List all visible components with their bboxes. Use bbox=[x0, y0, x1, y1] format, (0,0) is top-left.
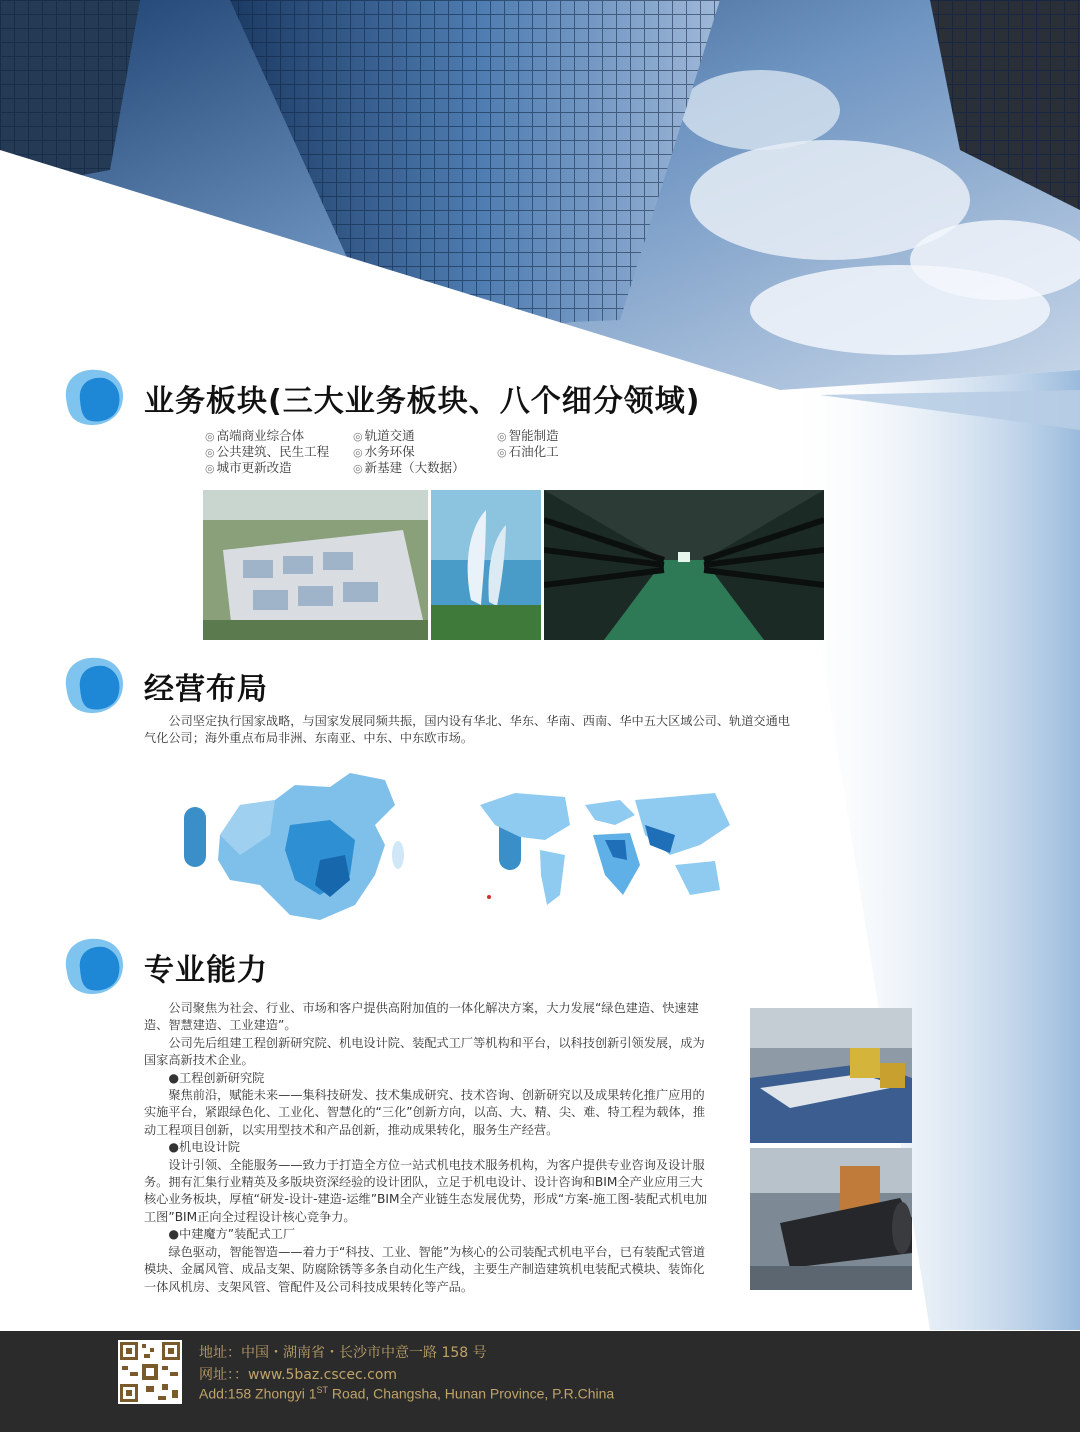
list-item: ◎ 石油化工 bbox=[497, 444, 559, 460]
paragraph-text: 设计引领、全能服务——致力于打造全方位一站式机电技术服务机构，为客户提供专业咨询及设计服务。拥有汇集行业精英及多版块资深经验的设计团队，立足于机电设计、设计咨询和BIM全产业应用三大核心业务板块，厚植“研发-设计-建造-运维”BIM全产业链生态发展优势，形成“方案-施工图-装配式机电加工图”BIM正向全过程设计核心竞争力。 bbox=[144, 1157, 708, 1224]
section-title: 业务板块(三大业务板块、八个细分领域) bbox=[144, 384, 701, 419]
paragraph-text: 公司聚焦为社会、行业、市场和客户提供高附加值的一体化解决方案，大力发展“绿色建造、快速建造、智慧建造、工业建造”。 bbox=[144, 1001, 699, 1033]
section-title: 经营布局 bbox=[144, 672, 268, 707]
ordinal-suffix: ST bbox=[316, 1385, 329, 1395]
business-column-3 bbox=[497, 428, 559, 460]
section-header-capability bbox=[60, 937, 268, 997]
list-item: ◎ 智能制造 bbox=[497, 428, 559, 444]
qr-code bbox=[118, 1340, 182, 1404]
capability-text bbox=[144, 1000, 714, 1296]
list-item: ◎ 城市更新改造 bbox=[205, 460, 329, 476]
section-title: 专业能力 bbox=[144, 953, 268, 988]
factory-line-photo bbox=[750, 1008, 912, 1143]
china-map bbox=[180, 765, 420, 930]
section-header-business bbox=[60, 368, 700, 428]
twin-tower-photo bbox=[431, 490, 541, 640]
bullet-heading: ●机电设计院 bbox=[168, 1140, 240, 1155]
list-item: ◎ 轨道交通 bbox=[353, 428, 465, 444]
footer-english-address bbox=[199, 1385, 614, 1402]
pipe-gallery-photo bbox=[544, 490, 824, 640]
list-item: ◎ 水务环保 bbox=[353, 444, 465, 460]
industrial-park-photo bbox=[203, 490, 428, 640]
world-map bbox=[475, 765, 740, 925]
pipe-workshop-photo bbox=[750, 1148, 912, 1290]
footer-website[interactable]: 网址：：www.5baz.cscec.com bbox=[199, 1367, 398, 1383]
footer-address: 地址：中国・湖南省・长沙市中意一路 158 号 bbox=[199, 1345, 487, 1361]
paragraph-text: 聚焦前沿，赋能未来——集科技研发、技术集成研究、技术咨询、创新研究以及成果转化推广应用的实施平台，紧跟绿色化、工业化、智慧化的“三化”创新方向，以高、大、精、尖、难、特工程为载体，推动工程项目创新，以实用型技术和产品创新，推动成果转化，服务生产经营。 bbox=[144, 1088, 706, 1137]
list-item: ◎ 高端商业综合体 bbox=[205, 428, 329, 444]
business-column-2 bbox=[353, 428, 465, 476]
bullet-heading: ●中建魔方”装配式工厂 bbox=[168, 1227, 296, 1242]
paragraph-text: 绿色驱动，智能智造——着力于“科技、工业、智能”为核心的公司装配式机电平台，已有装配式管道模块、金属风管、成品支架、防腐除锈等多条自动化生产线，主要生产制造建筑机电装配式模块、装饰化一体风机房、支架风管、管配件及公司科技成果转化等产品。 bbox=[144, 1244, 706, 1294]
list-item: ◎ 公共建筑、民生工程 bbox=[205, 444, 329, 460]
layout-paragraph bbox=[144, 713, 794, 748]
bubble-icon bbox=[60, 368, 126, 428]
bullet-heading: ●工程创新研究院 bbox=[168, 1070, 265, 1085]
paragraph-text: 公司先后组建工程创新研究院、机电设计院、装配式工厂等机构和平台，以科技创新引领发展，成为国家高新技术企业。 bbox=[144, 1035, 705, 1068]
english-address-part: Road, Changsha, Hunan Province, P.R.China bbox=[328, 1385, 615, 1402]
section-header-layout bbox=[60, 656, 268, 716]
paragraph-text: 公司坚定执行国家战略，与国家发展同频共振，国内设有华北、华东、华南、西南、华中五大区域公司、轨道交通电气化公司；海外重点布局非洲、东南亚、中东、中东欧市场。 bbox=[144, 714, 790, 746]
business-column-1 bbox=[205, 428, 329, 476]
english-address-part: Add:158 Zhongyi 1 bbox=[199, 1385, 317, 1402]
bubble-icon bbox=[60, 937, 126, 997]
bubble-icon bbox=[60, 656, 126, 716]
list-item: ◎ 新基建（大数据） bbox=[353, 460, 465, 476]
